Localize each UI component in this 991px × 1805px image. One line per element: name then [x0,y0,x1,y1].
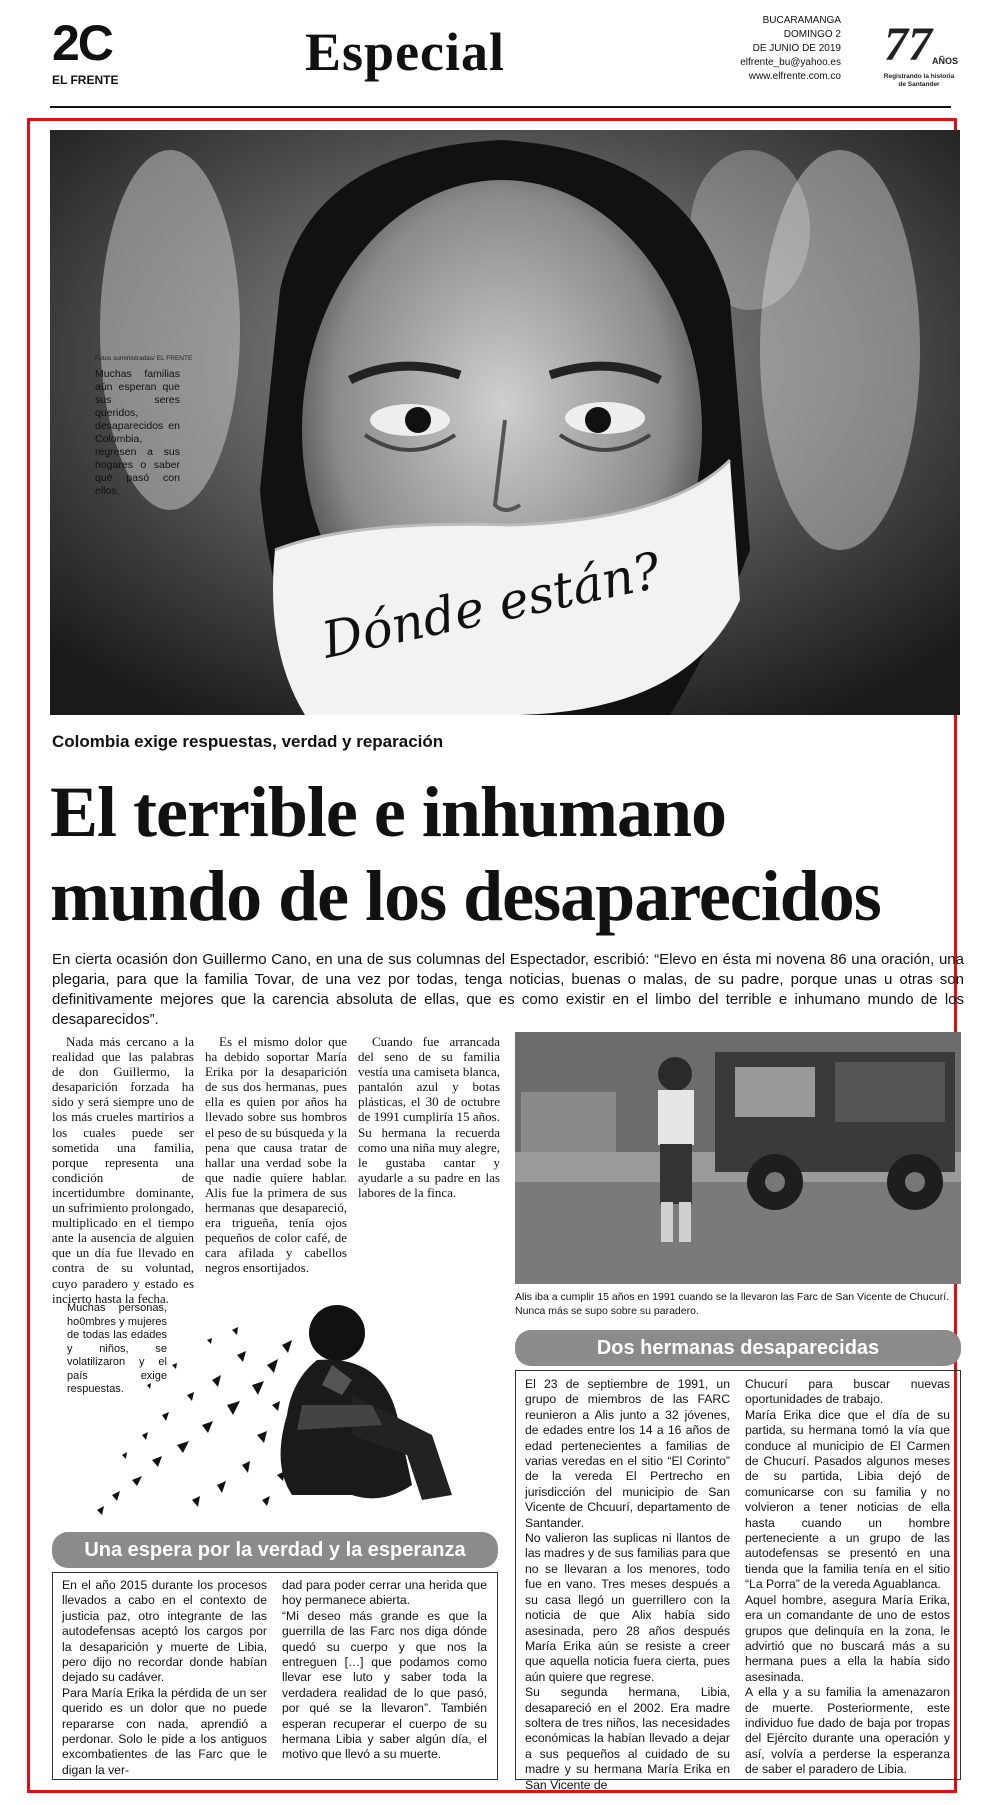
photo-credit: Fotos suministradas/ EL FRENTE [95,355,193,362]
body-column-3 [358,1034,500,1200]
paragraph: Su segunda hermana, Libia, desapareció en el 2002. Era madre soltera de tres niños, las necesidades económicas la habían llevado a dejar a sus pequeños al cuidado de su madre y su hermana María Erika en San Vicente de [525,1685,730,1792]
paragraph: dad para poder cerrar una herida que hoy permanece abierta. [282,1578,487,1608]
body-column-1 [52,1034,194,1306]
body-paragraph: Nada más cercano a la realidad que las palabras de don Guillermo, la desaparición forzada ha sido y será siempre uno de los más crueles martirios a los cuales puede ser sometida una familia, porque representa una condición de incertidumbre dominante, un sufrimiento prolongado, multiplicado en el tiempo ante la ausencia de alguien que un día fue llevado en contra de su voluntad, cuyo paradero y estado es incierto hasta la fecha. [52,1034,194,1306]
city: BUCARAMANGA [762,15,841,26]
paragraph: María Erika dice que el día de su partida, su hermana tomó la vía que conduce al municipio de El Carmen de Chucurí. Pasados algunos meses de su partida, Libia dejó de comunicarse con su familia y no volvieron a tener noticias de ella hasta cuando un hombre perteneciente a un grupo de las autodefensas se presentó en una tienda que la familia tenía en el sitio “La Porra” de la vereda Aguablanca. [745,1407,950,1592]
body-paragraph: Cuando fue arrancada del seno de su familia vestía una camiseta blanca, pantalón azul y botas plásticas, el 30 de octubre de 1991 cumpliría 15 años. Su hermana la recuerda como una niña muy alegre, le gustaba cantar y ayudarle a su padre en las labores de la finca. [358,1034,500,1200]
body-paragraph: Es el mismo dolor que ha debido soportar María Erika por la desaparición de sus dos hermanas, pues ella es quien por años ha llevado sobre sus hombros el peso de su búsqueda y la pena que causa tratar de hallar una verdad sobe la que nadie quiere hablar. Alis fue la primera de sus hermanas que desapareció, era trigueña, tenía ojos pequeños de color café, de cara afilada y cabellos negros ensortijados. [205,1034,347,1276]
website: www.elfrente.com.co [748,71,841,82]
section-two-column-1 [525,1377,730,1793]
masthead-info [740,14,841,84]
lead-paragraph: En cierta ocasión don Guillermo Cano, en una de sus columnas del Espectador, escribió: “Elevo en ésta mi novena 86 una oración, una plegaria, para que la familia Tovar, de una vez por todas, tenga noticias, buenas o malas, de su padre, porque unas u otras son definitivamente mejores que la carencia absoluta de ellas, que es como existir en el limbo del terrible e inhumano mundo de los desaparecidos”. [52,951,964,1028]
header-rule [50,106,951,108]
page-number: 2C [52,15,112,71]
paragraph: No valieron las suplicas ni llantos de las madres y de sus familias para que no se llevaran a los menores, todo fue en vano. Tres meses después a su casa llegó un guerrillero con la noticia de que Alix había sido asesinada, pero 28 años después María Erika aún se resiste a creer que aquella noticia fuera cierta, pues aún quiere que regrese. [525,1531,730,1684]
date-line-2: DE JUNIO DE 2019 [752,43,841,54]
section-title: Especial [305,22,506,82]
headline-line-1: El terrible e inhumano [50,772,726,852]
logo-word: AÑOS [932,56,958,66]
paragraph: El 23 de septiembre de 1991, un grupo de miembros de las FARC reunieron a Alis junto a 32 jóvenes, de edades entre los 14 a 16 años de edad pertenecientes a familias de varias veredas en el sitio “El Corinto” de la vereda El Pertrecho en jurisdicción del municipio de San Vicente de Chcuurí, departamento de Santander. [525,1377,730,1530]
logo-number: 77 [884,18,932,71]
paragraph: Para María Erika la pérdida de un ser querido es un dolor que no puede repararse con nada, aprendió a perdonar. Solo le pide a los antiguos excombatientes de las Farc que le digan la ver- [62,1685,267,1777]
paragraph: Chucurí para buscar nuevas oportunidades de trabajo. [745,1377,950,1407]
anniversary-logo [880,16,958,90]
paragraph: “Mi deseo más grande es que la guerrilla de las Farc nos diga dónde quedó su cuerpo y que nos la entreguen […] que podamos como llevar ese luto y saber toda la verdadera realidad de lo que pasó, por qué se la llevaron”. También esperan recuperar el cuerpo de su hermana Libia y saber algún día, el motivo que llevó a su muerte. [282,1608,487,1762]
section-one-column-2 [282,1578,487,1763]
section-one-column-1 [62,1578,267,1778]
headline [50,770,970,938]
logo-tagline-2: de Santander [898,81,940,88]
section-banner-dos-hermanas: Dos hermanas desaparecidas [515,1330,961,1366]
email: elfrente_bu@yahoo.es [740,57,841,68]
girl-photo [515,1032,961,1284]
date-line-1: DOMINGO 2 [783,29,841,40]
headline-line-2: mundo de los desaparecidos [50,856,881,936]
mask-text: Dónde están? [317,541,666,670]
photo-caption: Muchas familias aún esperan que sus seres queridos, desaparecidos en Colombia, regresen a sus hogares o saber qué pasó con ellos. [95,368,180,497]
newspaper-brand: EL FRENTE [52,73,119,87]
body-column-2 [205,1034,347,1276]
section-banner-una-espera: Una espera por la verdad y la esperanza [52,1532,498,1568]
girl-photo-caption: Alis iba a cumplir 15 años en 1991 cuando se la llevaron las Farc de San Vicente de Chucurí. Nunca más se supo sobre su paradero. [515,1291,950,1317]
logo-tagline-1: Registrando la historia [883,73,955,80]
paragraph: En el año 2015 durante los procesos llevados a cabo en el contexto de justicia paz, otro integrante de las autodefensas aceptó los cargos por la desaparición y muerte de Libia, pero dijo no recordar donde habían dejado su cadáver. [62,1578,267,1685]
section-two-column-2 [745,1377,950,1778]
main-photo [50,130,960,715]
kicker: Colombia exige respuestas, verdad y reparación [52,732,444,751]
illustration-caption: Muchas personas, ho0mbres y mujeres de todas las edades y niños, se volatilizaron y el país exige respuestas. [67,1302,167,1395]
paragraph: Aquel hombre, asegura María Erika, era un comandante de uno de estos grupos que delinquía en la zona, le advirtió que no buscará más a su hermana pues a ella la había sido asesinada. [745,1592,950,1684]
paragraph: A ella y a su familia la amenazaron de muerte. Posteriormente, este individuo fue dado de baja por tropas del Ejército durante una operación y así, volvía a perderse la esperanza de saber el paradero de Libia. [745,1685,950,1777]
